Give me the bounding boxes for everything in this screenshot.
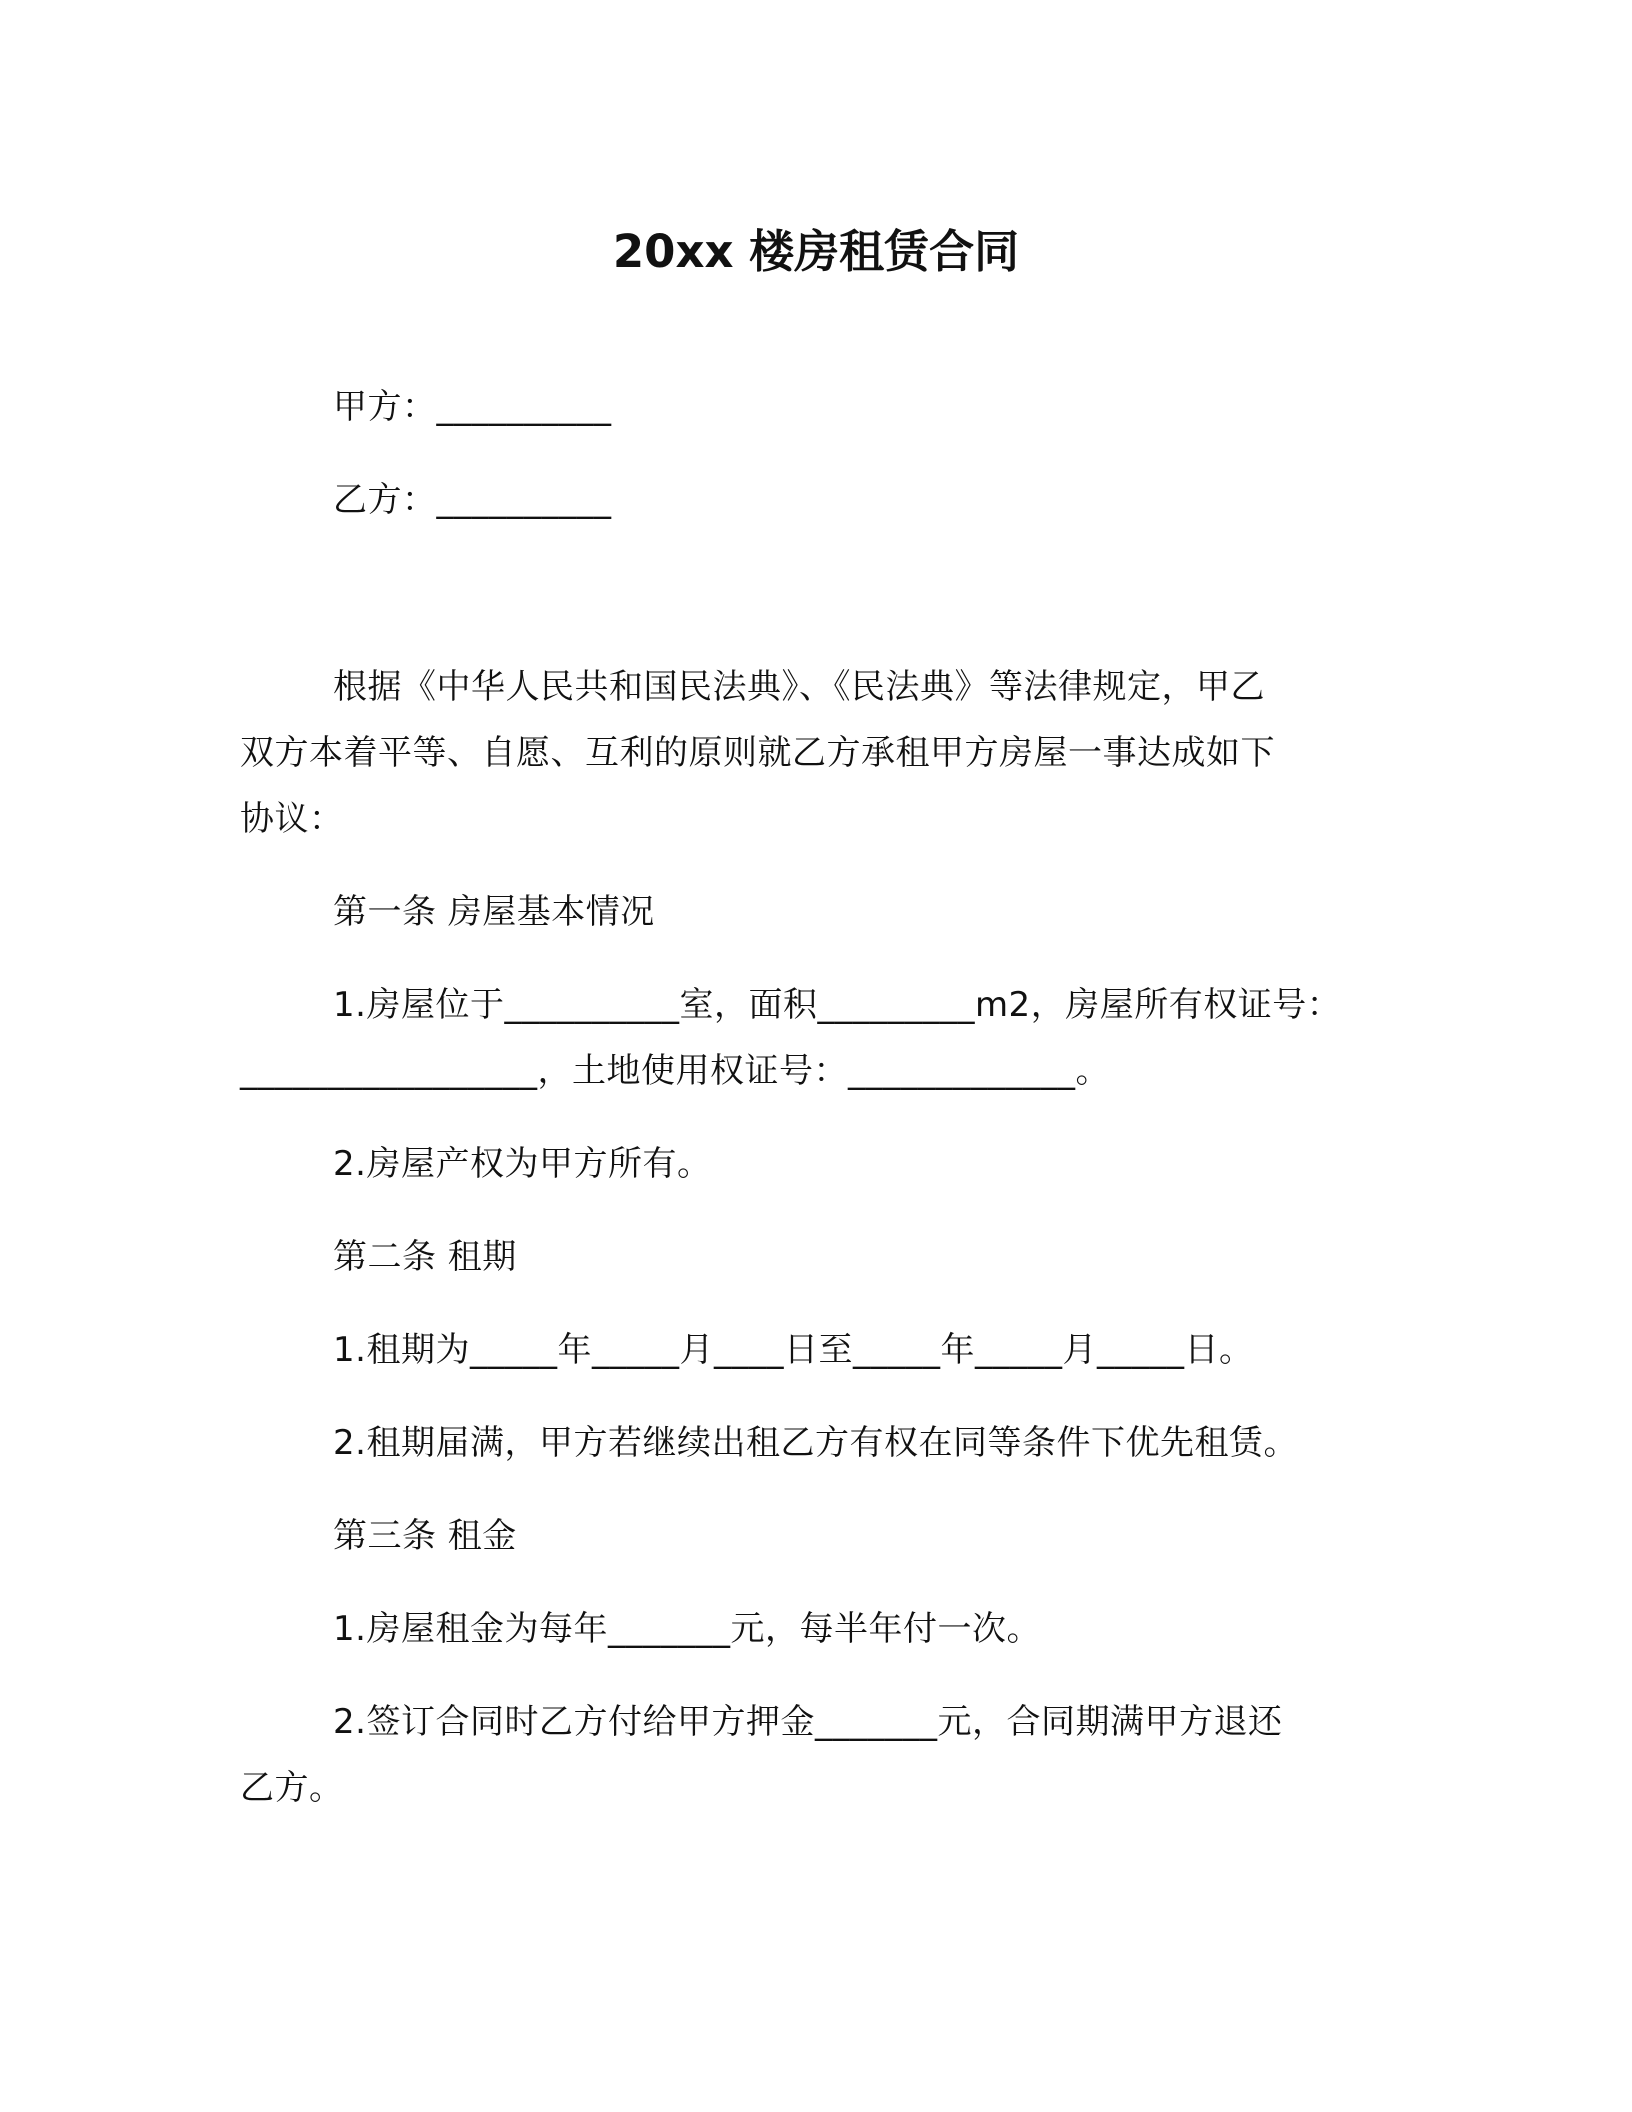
article3-item1: 1.房屋租金为每年_______元，每半年付一次。	[333, 1609, 1041, 1649]
article2-heading: 第二条 租期	[333, 1237, 517, 1277]
document-title: 20xx 楼房租赁合同	[612, 225, 1020, 278]
preamble-line-2: 双方本着平等、自愿、互利的原则就乙方承租甲方房屋一事达成如下	[240, 733, 1275, 773]
article3-item2-line1: 2.签订合同时乙方付给甲方押金_______元，合同期满甲方退还	[333, 1702, 1283, 1742]
preamble-line-3: 协议：	[240, 799, 344, 839]
article1-item1-line1: 1.房屋位于__________室，面积_________m2，房屋所有权证号：	[333, 985, 1342, 1025]
article3-item2-line2: 乙方。	[240, 1768, 344, 1808]
article2-item2: 2.租期届满，甲方若继续出租乙方有权在同等条件下优先租赁。	[333, 1423, 1298, 1463]
article1-item1-line2: _________________，土地使用权证号：_____________。	[240, 1051, 1110, 1091]
party-b-line: 乙方：__________	[333, 480, 612, 520]
preamble-line-1: 根据《中华人民共和国民法典》、《民法典》等法律规定，甲乙	[333, 667, 1265, 707]
article2-item1: 1.租期为_____年_____月____日至_____年_____月_____日。	[333, 1330, 1254, 1370]
article1-heading: 第一条 房屋基本情况	[333, 892, 655, 932]
article3-heading: 第三条 租金	[333, 1516, 517, 1556]
article1-item2: 2.房屋产权为甲方所有。	[333, 1144, 712, 1184]
party-a-line: 甲方：__________	[333, 387, 612, 427]
